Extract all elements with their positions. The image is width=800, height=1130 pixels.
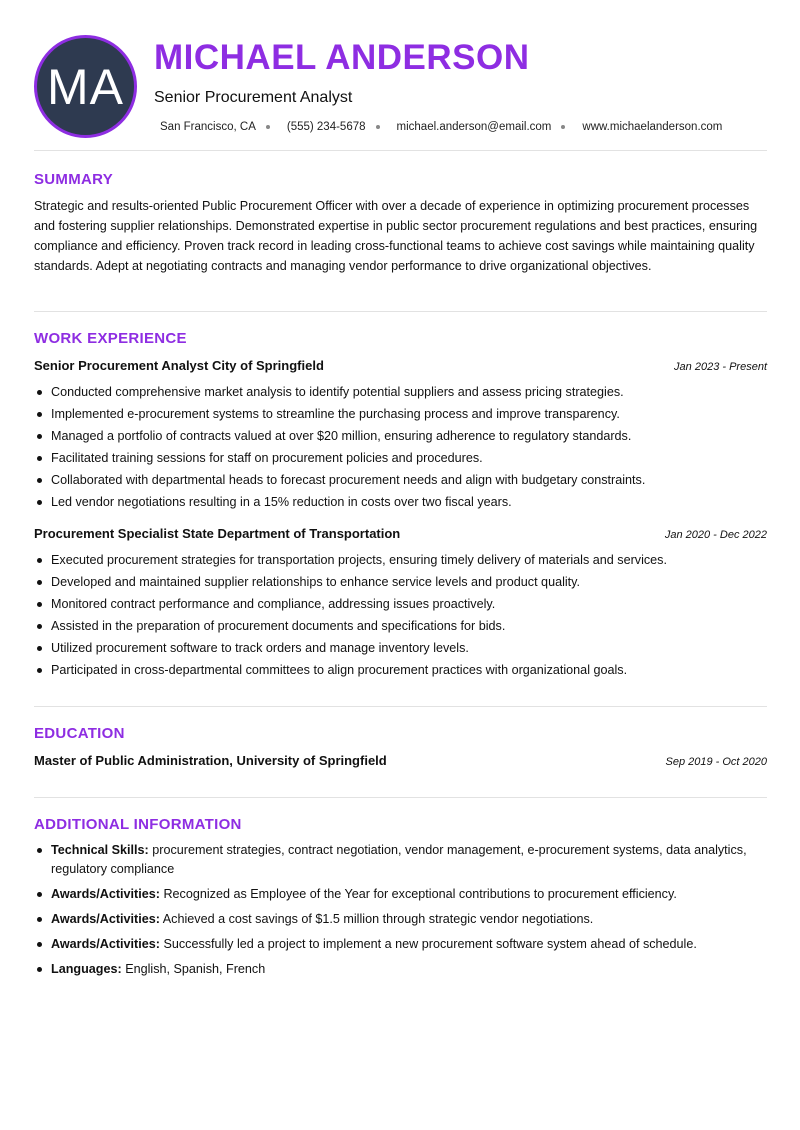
list-item: Led vendor negotiations resulting in a 15% reduction in costs over two fiscal years. xyxy=(34,494,767,510)
additional-info-heading: ADDITIONAL INFORMATION xyxy=(34,816,242,833)
job-role: Procurement Specialist State Department of Transportation xyxy=(34,526,401,541)
item-text: procurement strategies, contract negotiation, vendor management, e-procurement systems, data analytics, regulatory compliance xyxy=(51,843,747,876)
summary-text: Strategic and results-oriented Public Procurement Officer with over a decade of experience in optimizing procurement processes and fostering supplier relationships. Demonstrated expertise in public sector procurement regulations and best practices, ensuring compliance and efficiency. Proven track record in leading cross-functional teams to achieve cost savings while maintaining quality standards. Adept at negotiating contracts and managing vendor performance to drive organizational objectives. xyxy=(34,199,758,273)
avatar-initials: MA xyxy=(47,58,124,115)
item-label: Awards/Activities: xyxy=(51,912,160,926)
list-item: Monitored contract performance and compliance, addressing issues proactively. xyxy=(34,596,767,612)
item-label: Awards/Activities: xyxy=(51,937,160,951)
list-item xyxy=(34,935,767,954)
job-dates: Jan 2020 - Dec 2022 xyxy=(664,529,767,541)
job-role: Senior Procurement Analyst City of Springfield xyxy=(34,358,324,373)
item-label: Technical Skills: xyxy=(51,843,149,857)
list-item: Participated in cross-departmental committees to align procurement practices with organizational goals. xyxy=(34,662,767,678)
item-text: Achieved a cost savings of $1.5 million through strategic vendor negotiations. xyxy=(162,912,594,926)
education-entry xyxy=(34,753,767,768)
job-dates: Jan 2023 - Present xyxy=(674,361,767,373)
candidate-title: Senior Procurement Analyst xyxy=(154,89,353,106)
contact-line xyxy=(160,121,722,133)
separator-dot xyxy=(561,125,565,129)
item-label: Languages: xyxy=(51,962,122,976)
divider xyxy=(34,150,767,151)
list-item: Conducted comprehensive market analysis to identify potential suppliers and assess pricing strategies. xyxy=(34,384,767,400)
education-dates: Sep 2019 - Oct 2020 xyxy=(665,756,767,768)
list-item xyxy=(34,910,767,929)
job-bullets xyxy=(34,552,767,684)
list-item xyxy=(34,841,767,879)
contact-email[interactable]: michael.anderson@email.com xyxy=(396,121,552,133)
contact-location: San Francisco, CA xyxy=(160,121,256,133)
list-item: Utilized procurement software to track orders and manage inventory levels. xyxy=(34,640,767,656)
job-bullets xyxy=(34,384,767,516)
item-text: Recognized as Employee of the Year for exceptional contributions to procurement efficiency. xyxy=(163,887,677,901)
list-item: Collaborated with departmental heads to forecast procurement needs and align with budgetary constraints. xyxy=(34,472,767,488)
divider xyxy=(34,311,767,312)
list-item: Facilitated training sessions for staff on procurement policies and procedures. xyxy=(34,450,767,466)
job-header xyxy=(34,358,767,373)
summary-heading: SUMMARY xyxy=(34,171,114,188)
additional-info-list xyxy=(34,841,767,985)
work-experience-heading: WORK EXPERIENCE xyxy=(34,330,187,347)
list-item xyxy=(34,960,767,979)
job-header xyxy=(34,526,767,541)
separator-dot xyxy=(376,125,380,129)
contact-website[interactable]: www.michaelanderson.com xyxy=(582,121,723,133)
list-item: Implemented e-procurement systems to streamline the purchasing process and improve transparency. xyxy=(34,406,767,422)
item-label: Awards/Activities: xyxy=(51,887,160,901)
education-heading: EDUCATION xyxy=(34,725,125,742)
list-item: Managed a portfolio of contracts valued at over $20 million, ensuring adherence to regulatory standards. xyxy=(34,428,767,444)
separator-dot xyxy=(266,125,270,129)
list-item: Developed and maintained supplier relationships to enhance service levels and product quality. xyxy=(34,574,767,590)
contact-phone[interactable]: (555) 234-5678 xyxy=(286,121,366,133)
list-item: Assisted in the preparation of procurement documents and specifications for bids. xyxy=(34,618,767,634)
degree: Master of Public Administration, University of Springfield xyxy=(34,753,387,768)
divider xyxy=(34,797,767,798)
item-text: English, Spanish, French xyxy=(125,962,266,976)
candidate-name: MICHAEL ANDERSON xyxy=(154,38,530,77)
list-item xyxy=(34,885,767,904)
divider xyxy=(34,706,767,707)
item-text: Successfully led a project to implement a new procurement software system ahead of schedule. xyxy=(163,937,697,951)
avatar xyxy=(34,35,137,138)
list-item: Executed procurement strategies for transportation projects, ensuring timely delivery of materials and services. xyxy=(34,552,767,568)
